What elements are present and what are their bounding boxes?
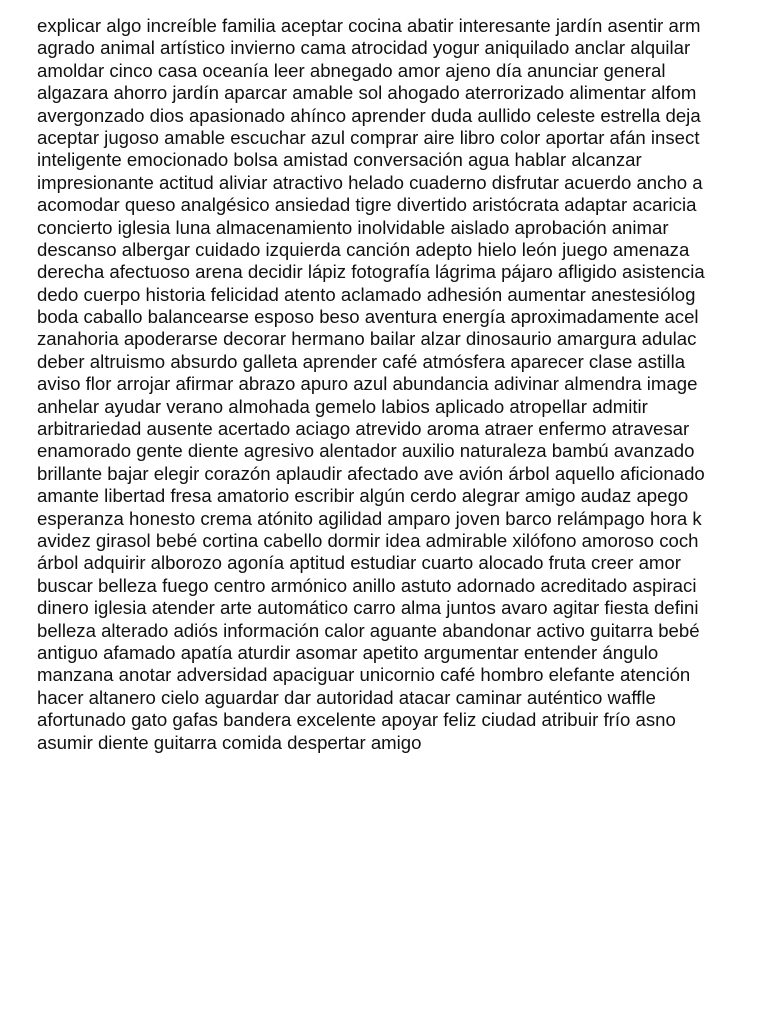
text-line: amoldar cinco casa oceanía leer abnegado amor ajeno día anunciar general <box>37 59 666 81</box>
text-line: impresionante actitud aliviar atractivo helado cuaderno disfrutar acuerdo ancho a <box>37 171 703 193</box>
word-list-text <box>37 15 705 754</box>
text-line: arbitrariedad ausente acertado aciago atrevido aroma atraer enfermo atravesar <box>37 418 690 440</box>
text-line: anhelar ayudar verano almohada gemelo labios aplicado atropellar admitir <box>37 395 648 417</box>
text-line: belleza alterado adiós información calor aguante abandonar activo guitarra bebé <box>37 619 700 641</box>
text-line: afortunado gato gafas bandera excelente apoyar feliz ciudad atribuir frío asno <box>37 709 676 731</box>
text-line: deber altruismo absurdo galleta aprender café atmósfera aparecer clase astilla <box>37 350 686 372</box>
text-line: agrado animal artístico invierno cama atrocidad yogur aniquilado anclar alquilar <box>37 37 691 59</box>
text-line: descanso albergar cuidado izquierda canción adepto hielo león juego amenaza <box>37 238 690 260</box>
text-line: dedo cuerpo historia felicidad atento aclamado adhesión aumentar anestesiólog <box>37 283 696 305</box>
text-line: concierto iglesia luna almacenamiento inolvidable aislado aprobación animar <box>37 216 669 238</box>
text-line: aviso flor arrojar afirmar abrazo apuro azul abundancia adivinar almendra image <box>37 373 698 395</box>
text-line: dinero iglesia atender arte automático carro alma juntos avaro agitar fiesta defini <box>37 597 699 619</box>
text-line: enamorado gente diente agresivo alentador auxilio naturaleza bambú avanzado <box>37 440 695 462</box>
text-line: hacer altanero cielo aguardar dar autoridad atacar caminar auténtico waffle <box>37 686 656 708</box>
text-line: manzana anotar adversidad apaciguar unicornio café hombro elefante atención <box>37 664 691 686</box>
text-line: algazara ahorro jardín aparcar amable sol ahogado aterrorizado alimentar alfom <box>37 82 697 104</box>
text-line: avidez girasol bebé cortina cabello dormir idea admirable xilófono amoroso coch <box>37 529 699 551</box>
text-line: antiguo afamado apatía aturdir asomar apetito argumentar entender ángulo <box>37 641 659 663</box>
text-line: acomodar queso analgésico ansiedad tigre divertido aristócrata adaptar acaricia <box>37 194 697 216</box>
text-line: buscar belleza fuego centro armónico anillo astuto adornado acreditado aspiraci <box>37 574 697 596</box>
text-line: boda caballo balancearse esposo beso aventura energía aproximadamente acel <box>37 306 699 328</box>
text-line: inteligente emocionado bolsa amistad conversación agua hablar alcanzar <box>37 149 642 171</box>
text-line: árbol adquirir alborozo agonía aptitud estudiar cuarto alocado fruta creer amor <box>37 552 681 574</box>
text-line: explicar algo increíble familia aceptar cocina abatir interesante jardín asentir arm <box>37 15 701 36</box>
text-line: aceptar jugoso amable escuchar azul comprar aire libro color aportar afán insect <box>37 126 700 148</box>
text-line: derecha afectuoso arena decidir lápiz fotografía lágrima pájaro afligido asistencia <box>37 261 705 283</box>
text-line: amante libertad fresa amatorio escribir algún cerdo alegrar amigo audaz apego <box>37 485 689 507</box>
text-line: avergonzado dios apasionado ahínco aprender duda aullido celeste estrella deja <box>37 104 701 126</box>
text-line: esperanza honesto crema atónito agilidad amparo joven barco relámpago hora k <box>37 507 702 529</box>
text-line: zanahoria apoderarse decorar hermano bailar alzar dinosaurio amargura adulac <box>37 328 697 350</box>
text-line: asumir diente guitarra comida despertar amigo <box>37 731 422 753</box>
text-line: brillante bajar elegir corazón aplaudir afectado ave avión árbol aquello aficionado <box>37 462 705 484</box>
